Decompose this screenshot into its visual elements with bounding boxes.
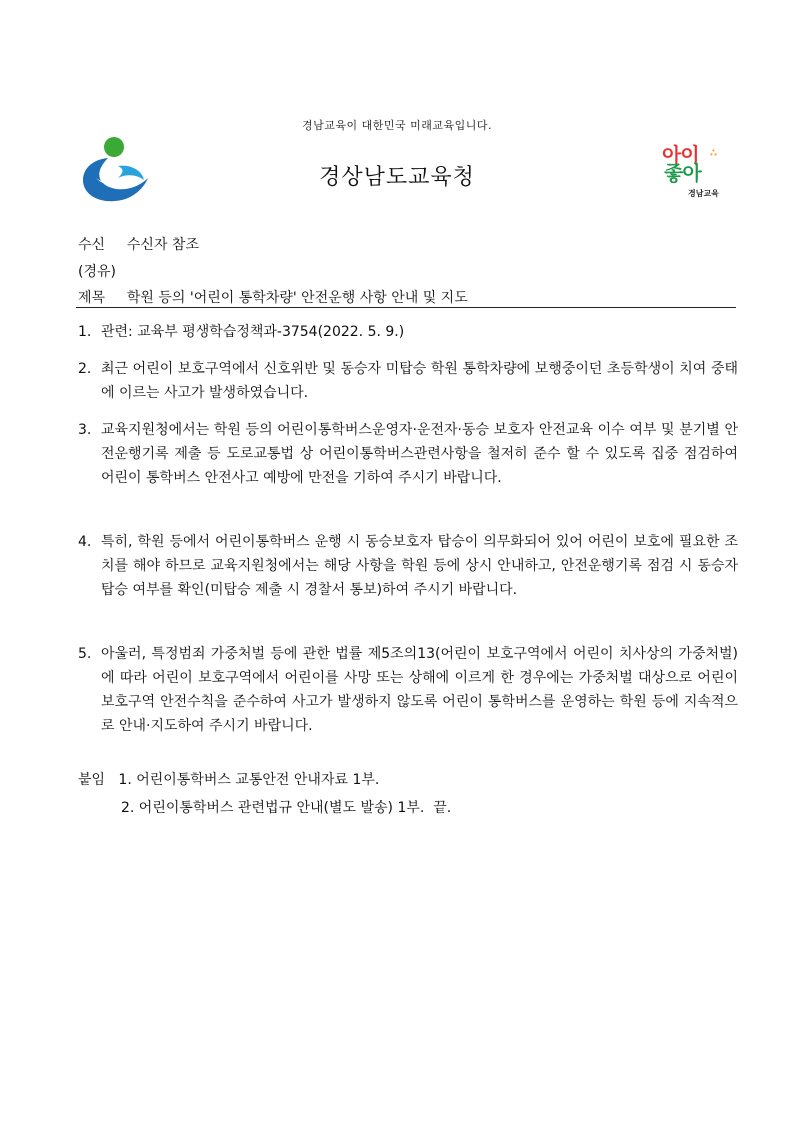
attachment-line-2	[121, 797, 451, 817]
attachment-item: 1. 어린이통학버스 교통안전 안내자료 1부.	[118, 772, 380, 788]
item-text: 관련: 교육부 평생학습정책과-3754(2022. 5. 9.)	[101, 324, 405, 340]
item-number: 5.	[78, 646, 92, 662]
recipient-label: 수신	[78, 237, 106, 253]
header-divider	[76, 307, 736, 308]
item-text: 특히, 학원 등에서 어린이통학버스 운행 시 동승보호자 탑승이 의무화되어 있어 어린이 보호에 필요한 조치를 해야 하므로 교육지원청에서는 해당 사항을 학원 등에 상시 안내하고, 안전운행기록 점검 시 동승자 탑승 여부를 확인(미탑승 제출 시 경찰서 통보)하여 주시기 바랍니다.	[101, 534, 738, 598]
item-text: 최근 어린이 보호구역에서 신호위반 및 동승자 미탑승 학원 통학차량에 보행중이던 초등학생이 치여 중태에 이르는 사고가 발생하였습니다.	[101, 361, 738, 401]
attachment-item: 2. 어린이통학버스 관련법규 안내(별도 발송) 1부. 끝.	[121, 800, 452, 816]
item-number: 1.	[78, 324, 92, 340]
logo-mark-bottom: 좋아	[664, 161, 701, 185]
body-item-3	[78, 418, 738, 490]
body-item-4	[78, 530, 738, 602]
item-number: 3.	[78, 422, 92, 438]
slogan: 경남교육이 대한민국 미래교육입니다.	[301, 119, 492, 132]
subject-label: 제목	[78, 290, 106, 306]
recipient-line	[78, 234, 199, 254]
item-number: 2.	[78, 361, 92, 377]
attachment-line-1	[78, 769, 379, 789]
body-item-2	[78, 357, 738, 405]
body-item-5	[78, 642, 738, 738]
body-item-1	[78, 320, 738, 344]
logo-mark-top: 아이	[662, 143, 699, 167]
logo-caption: 경남교육	[688, 189, 719, 198]
subject-line	[78, 287, 468, 307]
attachment-label: 붙임	[78, 772, 106, 788]
item-number: 4.	[78, 534, 92, 550]
subject-value: 학원 등의 '어린이 통학차량' 안전운행 사항 안내 및 지도	[126, 290, 468, 306]
item-text: 아울러, 특정범죄 가중처벌 등에 관한 법률 제5조의13(어린이 보호구역에서 어린이 치사상의 가중처벌)에 따라 어린이 보호구역에서 어린이를 사망 또는 상해에 이르게 한 경우에는 가중처벌 대상으로 어린이 보호구역 안전수칙을 준수하여 사고가 발생하지 않도록 어린이 통학버스를 운영하는 학원 등에 지속적으로 안내·지도하여 주시기 바랍니다.	[101, 646, 738, 734]
org-title: 경상남도교육청	[319, 165, 475, 190]
logo-dots-icon: ∴	[710, 148, 717, 159]
recipient-value: 수신자 참조	[126, 237, 199, 253]
item-text: 교육지원청에서는 학원 등의 어린이통학버스운영자·운전자·동승 보호자 안전교육 이수 여부 및 분기별 안전운행기록 제출 등 도로교통법 상 어린이통학버스관련사항을 철저히 준수 할 수 있도록 집중 점검하여 어린이 통학버스 안전사고 예방에 만전을 기하여 주시기 바랍니다.	[101, 422, 738, 486]
via-line: (경유)	[78, 264, 116, 280]
aijoa-logo	[660, 144, 732, 204]
